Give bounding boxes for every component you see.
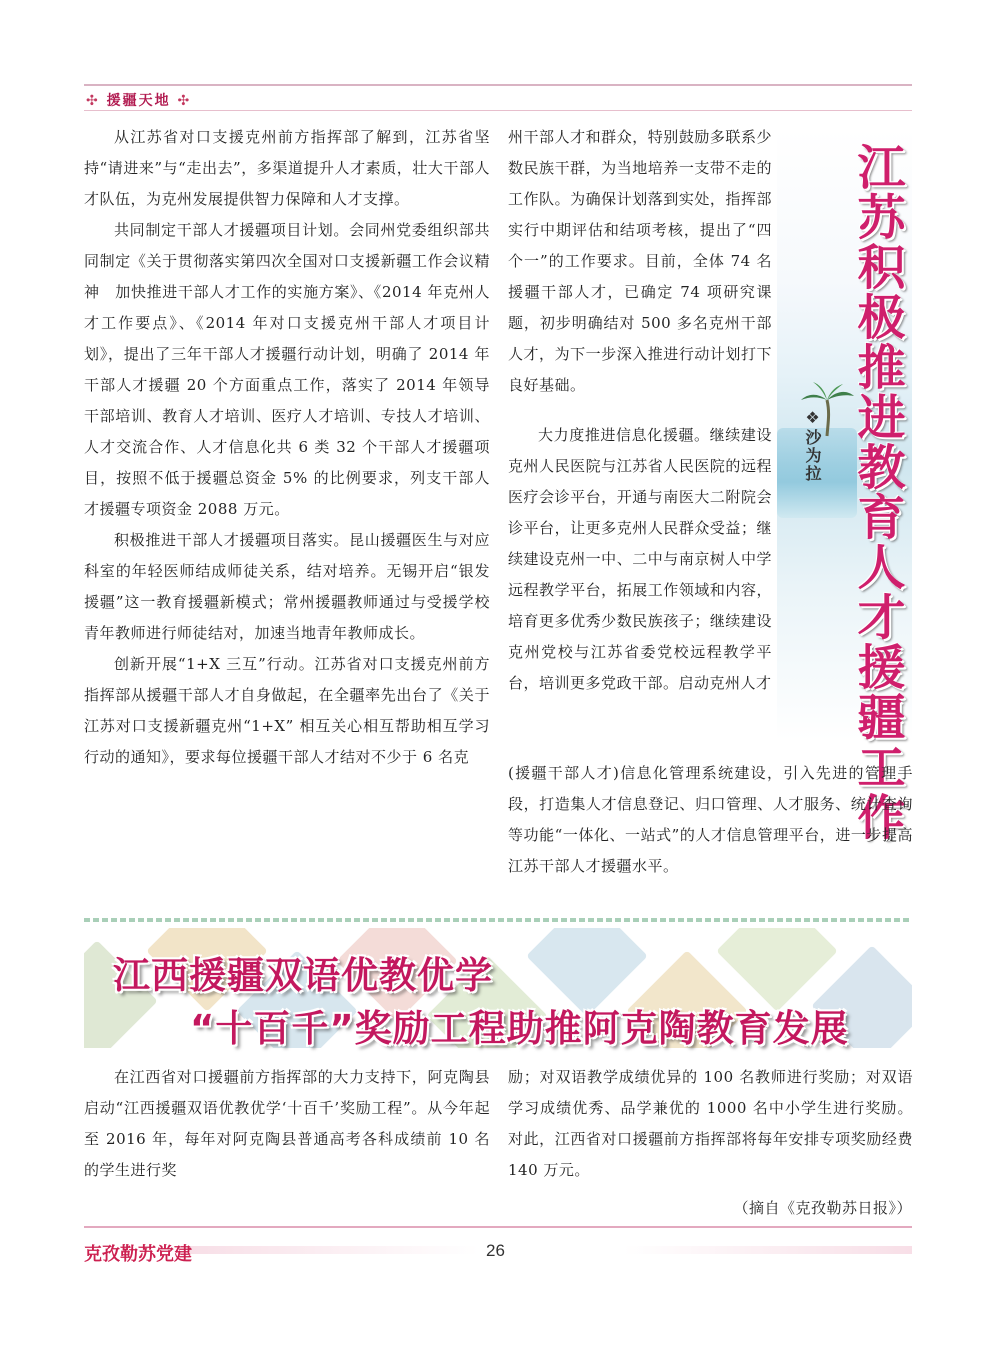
paragraph: 积极推进干部人才援疆项目落实。昆山援疆医生与对应科室的年轻医师结成师徒关系，结对培养。无锡开启“银发援疆”这一教育援疆新模式；常州援疆教师通过与受援学校青年教师进行师徒结对，加速当地青年教师成长。: [84, 531, 490, 642]
article2-source: （摘自《克孜勒苏日报》）: [733, 1199, 912, 1217]
header-bar: [84, 84, 912, 86]
page-number: 26: [486, 1241, 505, 1260]
article1-author: [801, 408, 824, 483]
magazine-logo: 克孜勒苏党建: [84, 1244, 192, 1265]
paragraph: (援疆干部人才)信息化管理系统建设，引入先进的管理手段，打造集人才信息登记、归口管理、人才服务、统计查询等功能“一体化、一站式”的人才信息管理平台，进一步提高江苏干部人才援疆水平。: [508, 764, 913, 875]
ornament-icon: ✣: [86, 93, 100, 109]
paragraph: 从江苏省对口支援克州前方指挥部了解到，江苏省坚持“请进来”与“走出去”，多渠道提升人才素质，壮大干部人才队伍，为克州发展提供智力保障和人才支撑。: [84, 128, 490, 208]
article1-column-right-mid: [508, 420, 772, 699]
ornament-icon: ✣: [177, 93, 192, 109]
paragraph: 创新开展“1+X 三互”行动。江苏省对口支援克州前方指挥部从援疆干部人才自身做起，在全疆率先出台了《关于江苏对口支援新疆克州“1+X” 相互关心相互帮助相互学习行动的通知》，要求每位援疆干部人才结对不少于 6 名克: [84, 655, 490, 766]
section-divider: [84, 910, 912, 930]
header-rule: [84, 110, 912, 111]
article2-column-right: [508, 1062, 913, 1186]
author-mark-icon: ❖: [803, 408, 822, 429]
paragraph: 州干部人才和群众，特别鼓励多联系少数民族干群，为当地培养一支带不走的工作队。为确保计划落到实处，指挥部实行中期评估和结项考核，提出了“四个一”的工作要求。目前，全体 74 名援疆干部人才，已确定 74 项研究课题，初步明确结对 500 多名克州干部人才，为下一步深入推进行动计划打下良好基础。: [508, 128, 772, 394]
article1-title: 江苏积极推进教育人才援疆工作: [849, 142, 905, 842]
article1-column-right-wide: [508, 758, 913, 882]
section-label: [86, 90, 191, 110]
footer-wave-decoration: [190, 1246, 912, 1254]
article1-column-right-top: [508, 122, 772, 401]
divider-strip: [84, 918, 912, 922]
paragraph: 共同制定干部人才援疆项目计划。会同州党委组织部共同制定《关于贯彻落实第四次全国对口支援新疆工作会议精神 加快推进干部人才工作的实施方案》、《2014 年克州人才工作要点》、《2014 年对口支援克州干部人才项目计划》，提出了三年干部人才援疆行动计划，明确了 2014 年干部人才援疆 20 个方面重点工作，落实了 2014 年领导干部培训、教育人才培训、医疗人才培训、专技人才培训、人才交流合作、人才信息化共 6 类 32 个干部人才援疆项目，按照不低于援疆总资金 5% 的比例要求，列支干部人才援疆专项资金 2088 万元。: [84, 221, 490, 518]
paragraph: 在江西省对口援疆前方指挥部的大力支持下，阿克陶县启动“江西援疆双语优教优学‘十百千’奖励工程”。从今年起至 2016 年，每年对阿克陶县普通高考各科成绩前 10 名的学生进行奖: [84, 1068, 490, 1179]
article2-column-left: [84, 1062, 490, 1186]
article1-column-left: [84, 122, 490, 773]
paragraph: 励；对双语教学成绩优异的 100 名教师进行奖励；对双语学习成绩优秀、品学兼优的 1000 名中小学生进行奖励。对此，江西省对口援疆前方指挥部将每年安排专项奖励经费 140 万元。: [508, 1068, 913, 1179]
author-name: 沙为拉: [803, 429, 822, 483]
article2-title-line2: “十百千”奖励工程助推阿克陶教育发展: [190, 1007, 849, 1050]
section-title: 援疆天地: [106, 93, 171, 109]
paragraph: 大力度推进信息化援疆。继续建设克州人民医院与江苏省人民医院的远程医疗会诊平台，开通与南医大二附院会诊平台，让更多克州人民群众受益；继续建设克州一中、二中与南京树人中学远程教学平台，拓展工作领域和内容，培育更多优秀少数民族孩子；继续建设克州党校与江苏省委党校远程教学平台，培训更多党政干部。启动克州人才: [508, 426, 772, 692]
article2-title-line1: 江西援疆双语优教优学: [113, 954, 493, 997]
footer-rule: [84, 1226, 912, 1228]
